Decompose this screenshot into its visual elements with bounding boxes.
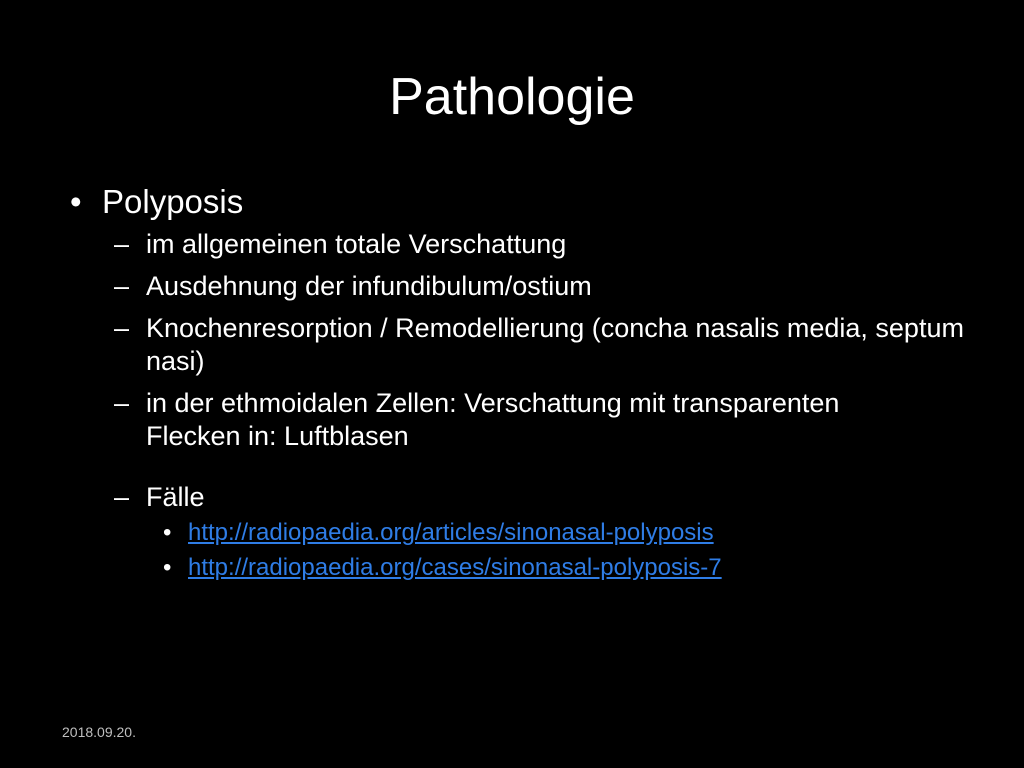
dash-icon: – [114,482,130,512]
dash-icon: – [114,388,130,418]
subitem-label: in der ethmoidalen Zellen: Verschattung mit transparenten Flecken in: Luftblasen [146,388,840,451]
subitem-label: Knochenresorption / Remodellierung (concha nasalis media, septum nasi) [146,313,964,376]
case-link-item [163,518,970,548]
bullet-icon: • [70,183,82,220]
subitem-label: Fälle [146,482,205,512]
subitem-faelle [114,481,970,514]
slide-title: Pathologie [389,68,635,126]
dash-icon: – [114,313,130,343]
bullet-icon: • [163,554,172,581]
subitem-ethmoidalen [114,387,846,453]
slide-content [70,180,970,583]
subitem-label: Ausdehnung der infundibulum/ostium [146,271,592,301]
bullet-item-label: Polyposis [102,183,244,220]
case-link-item [163,553,970,583]
subitem-verschattung [114,228,970,261]
radiopaedia-article-link[interactable]: http://radiopaedia.org/articles/sinonasal-polyposis [188,519,714,546]
footer-date: 2018.09.20. [62,724,136,740]
dash-icon: – [114,229,130,259]
bullet-icon: • [163,519,172,546]
dash-icon: – [114,271,130,301]
subitem-knochenresorption [114,312,966,378]
subitem-ausdehnung [114,270,970,303]
subitem-label: im allgemeinen totale Verschattung [146,229,567,259]
radiopaedia-case-link[interactable]: http://radiopaedia.org/cases/sinonasal-polyposis-7 [188,554,722,581]
bullet-item-polyposis [70,180,970,224]
